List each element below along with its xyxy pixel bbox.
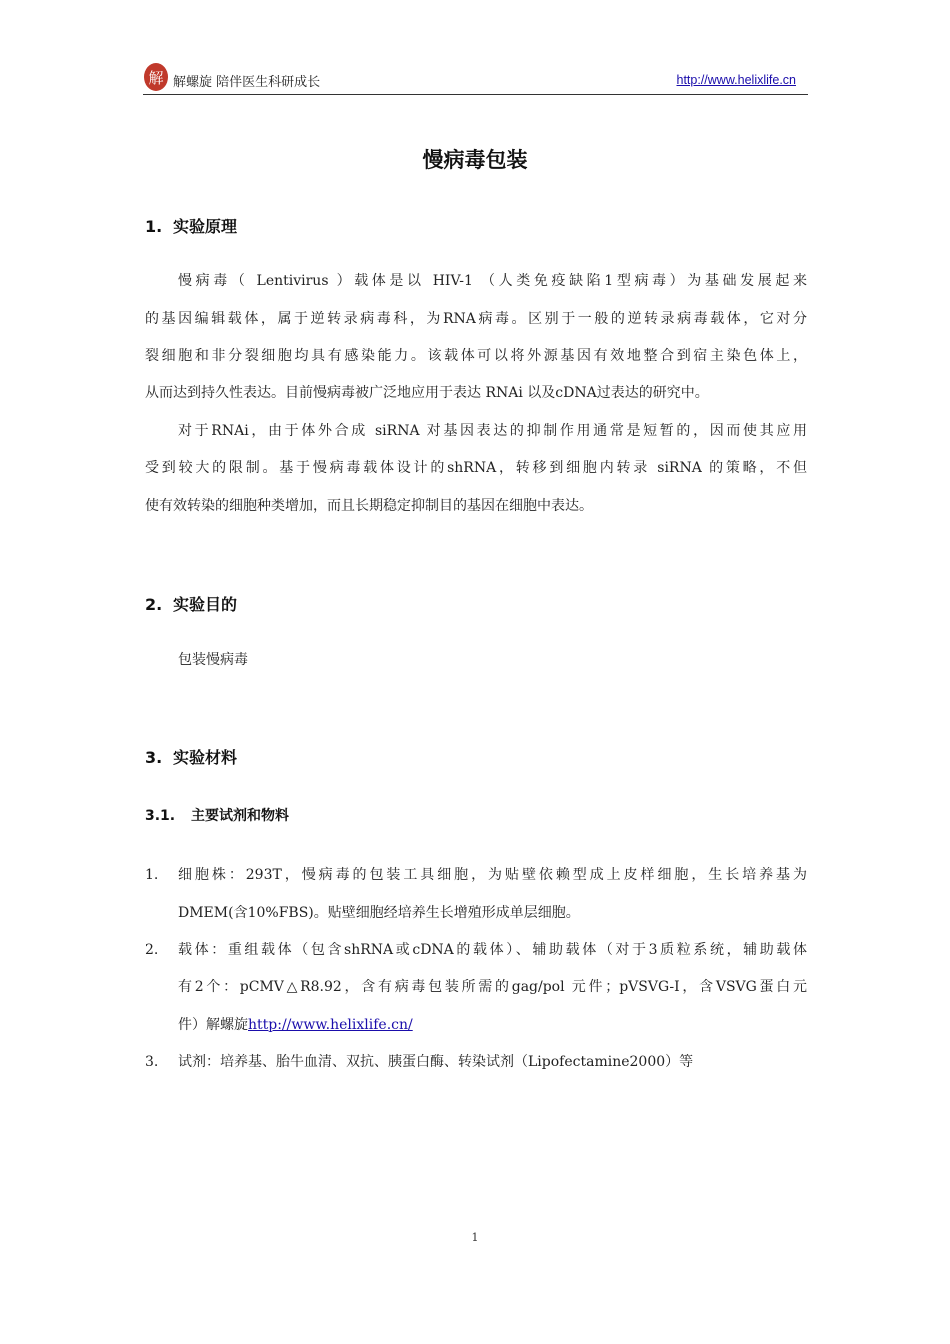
- para2-line: 受到较大的限制。基于慢病毒载体设计的shRNA，转移到细胞内转录 siRNA 的策略，不但: [145, 460, 807, 476]
- section-title: 实验材料: [173, 748, 238, 767]
- page-header: [143, 58, 808, 95]
- section-title: 实验目的: [173, 595, 238, 614]
- section-title: 实验原理: [173, 217, 238, 236]
- purpose-text: 包装慢病毒: [178, 652, 248, 668]
- list-number: 2.: [145, 942, 159, 958]
- para2-line: 使有效转染的细胞种类增加，而且长期稳定抑制目的基因在细胞中表达。: [145, 498, 593, 514]
- list-number: 1.: [145, 867, 159, 883]
- logo-text: 解: [148, 69, 164, 87]
- para2-line: 对于RNAi，由于体外合成 siRNA 对基因表达的抑制作用通常是短暂的，因而使其应用: [178, 423, 807, 439]
- helixlife-link[interactable]: http://www.helixlife.cn/: [248, 1017, 413, 1033]
- list-item-text: 件）解螺旋: [178, 1017, 248, 1033]
- para1-line: 的基因编辑载体，属于逆转录病毒科，为RNA病毒。区别于一般的逆转录病毒载体，它对分: [145, 311, 807, 327]
- list-item-line: 载体：重组载体（包含shRNA或cDNA的载体）、辅助载体（对于3质粒系统，辅助载体: [178, 942, 807, 958]
- section-number: 3.1.: [145, 808, 176, 824]
- para1-line: 慢病毒（ Lentivirus ）载体是以 HIV-1 （人类免疫缺陷1型病毒）为基础发展起来: [178, 273, 807, 289]
- list-item-line: 试剂：培养基、胎牛血清、双抗、胰蛋白酶、转染试剂（Lipofectamine2000）等: [178, 1054, 694, 1070]
- list-item-line: 细胞株：293T，慢病毒的包装工具细胞，为贴壁依赖型成上皮样细胞，生长培养基为: [178, 867, 807, 883]
- section-2-heading: [145, 592, 237, 615]
- list-number: 3.: [145, 1054, 159, 1070]
- brand-slogan: 解螺旋 陪伴医生科研成长: [173, 75, 321, 90]
- page-number: 1: [471, 1231, 479, 1244]
- section-title: 主要试剂和物料: [191, 808, 289, 824]
- list-item-line: DMEM(含10%FBS)。贴壁细胞经培养生长增殖形成单层细胞。: [178, 905, 580, 921]
- para1-line: 裂细胞和非分裂细胞均具有感染能力。该载体可以将外源基因有效地整合到宿主染色体上，: [145, 348, 807, 364]
- header-url-link[interactable]: http://www.helixlife.cn: [676, 73, 796, 87]
- section-number: 2.: [145, 595, 163, 614]
- list-item-line: 有2个：pCMV△R8.92，含有病毒包装所需的gag/pol 元件；pVSVG-I，含VSVG蛋白元: [178, 979, 807, 995]
- section-3-heading: [145, 745, 237, 768]
- para1-line: 从而达到持久性表达。目前慢病毒被广泛地应用于表达 RNAi 以及cDNA过表达的研究中。: [145, 385, 709, 401]
- section-number: 1.: [145, 217, 163, 236]
- section-number: 3.: [145, 748, 163, 767]
- helixlife-logo: [143, 62, 169, 92]
- section-1-heading: [145, 214, 237, 237]
- section-3-1-heading: [145, 805, 289, 825]
- document-title: 慢病毒包装: [422, 148, 528, 172]
- list-item-line: [178, 1015, 807, 1035]
